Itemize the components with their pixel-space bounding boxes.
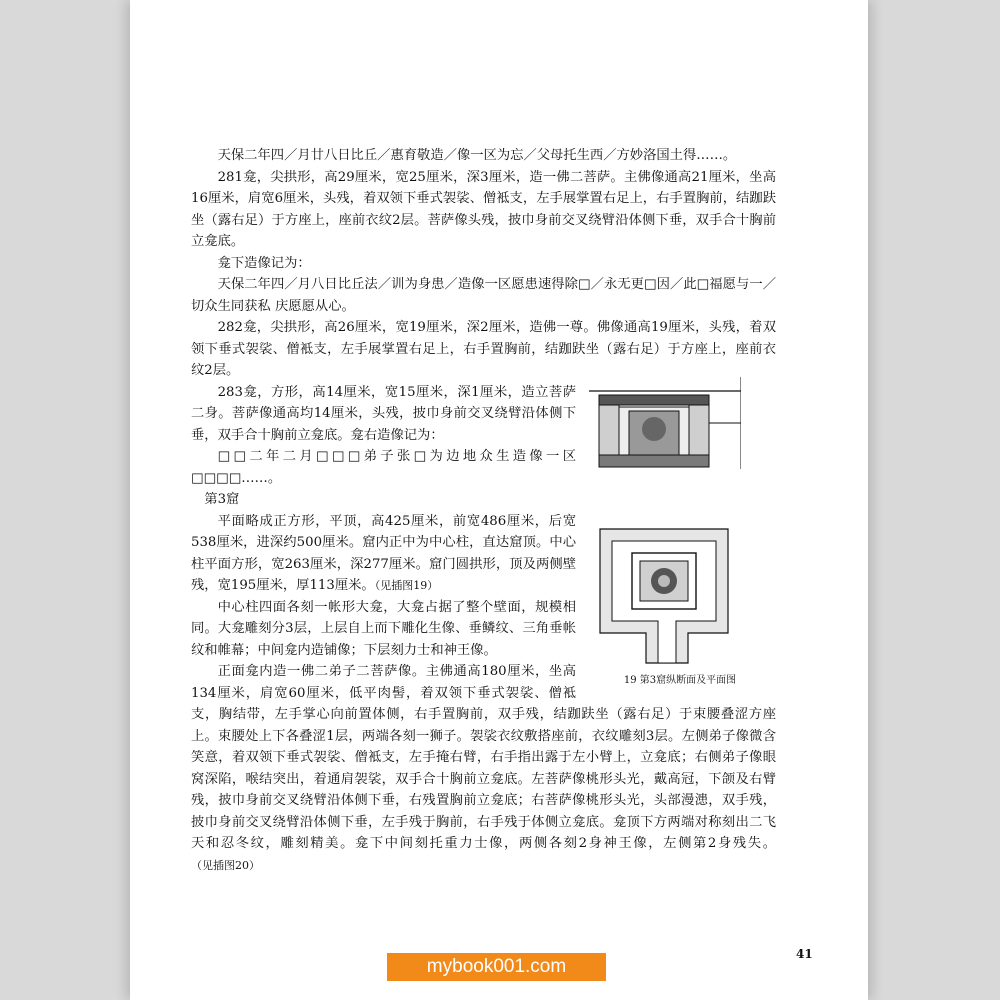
figure-plan-drawing	[588, 523, 740, 668]
figure-caption: 19 第3窟纵断面及平面图	[623, 675, 737, 686]
page-number: 41	[796, 947, 813, 961]
main-text	[191, 145, 776, 876]
paragraph-niche-281: 281龛，尖拱形，高29厘米，宽25厘米，深3厘米，造一佛二菩萨。主佛像通高21厘米，坐高16厘米，肩宽6厘米，头残，着双领下垂式袈裟、僧袛支，左手展掌置右足上，右手置胸前，结跏趺坐（露右足）于方座上，座前衣纹2层。菩萨像头残，披巾身前交叉绕臂沿体侧下垂，双手合十胸前立龛底。	[191, 169, 776, 249]
paragraph-niche-283: 283龛，方形，高14厘米，宽15厘米，深1厘米，造立菩萨二身。菩萨像通高均14厘米，头残，披巾身前交叉绕臂沿体侧下垂，双手合十胸前立龛底。龛右造像记为：	[191, 384, 576, 443]
figure-ref-20: （见插图20）	[191, 858, 260, 872]
figure-section-drawing	[589, 377, 741, 469]
paragraph-inscription-2: 天保二年四／月八日比丘法／训为身患／造像一区愿患速得除□／永无更□因／此□福愿与一／切众生同获私 庆愿愿从心。	[191, 277, 776, 314]
paragraph-inscription-label: 龛下造像记为：	[217, 255, 311, 271]
watermark-banner[interactable]: mybook001.com	[387, 953, 606, 981]
paragraph-front-niche: 正面龛内造一佛二弟子二菩萨像。主佛通高180厘米，坐高134厘米，肩宽60厘米，低平肉髻，着双领下垂式袈裟、僧袛支，胸结带，左手掌心向前置体侧，右手置胸前，双手残，结跏趺坐（露右足）于束腰叠涩方座上。束腰处上下各叠涩1层，两端各刻一狮子。袈裟衣纹敷搭座前，衣纹雕刻3层。左侧弟子像微含笑意，着双领下垂式袈裟、僧袛支，左手掩右臂，右手指出露于左小臂上，立龛底；右侧弟子像眼窝深陷，喉结突出，着通肩袈裟，双手合十胸前立龛底。左菩萨像桃形头光，戴高冠，下颌及右臂残，披巾身前交叉绕臂沿体侧下垂，右残置胸前立龛底；右菩萨像桃形头光，头部漫漶，双手残，披巾身前交叉绕臂沿体侧下垂，左手残于胸前，右手残于体侧立龛底。龛顶下方两端对称刻出二飞天和忍冬纹，雕刻精美。龛下中间刻托重力士像，两侧各刻2身神王像，左侧第2身残失。（见插图20）	[191, 664, 776, 872]
section-heading-cave-3: 第3窟	[204, 492, 240, 507]
paragraph-inscription-1: 天保二年四／月廿八日比丘／惠育敬造／像一区为忘／父母托生西／方妙洛国土得……。	[217, 148, 737, 163]
figure-ref-19: （见插图19）	[374, 579, 439, 592]
paragraph-central-pillar: 中心柱四面各刻一帐形大龛，大龛占据了整个壁面，规模相同。大龛雕刻分3层，上层自上而下雕化生像、垂鳞纹、三角垂帐纹和帷幕；中间龛内造铺像；下层刻力士和神王像。	[191, 599, 576, 658]
paragraph-cave-plan: 平面略成正方形，平顶，高425厘米，前宽486厘米，后宽538厘米，进深约500厘米。窟内正中为中心柱，直达窟顶。中心柱平面方形，宽263厘米，深277厘米。窟门圆拱形，顶及两侧壁残，宽195厘米，厚113厘米。（见插图19）	[191, 513, 576, 593]
paragraph-niche-282: 282龛，尖拱形，高26厘米，宽19厘米，深2厘米，造佛一尊。佛像通高19厘米，头残，着双领下垂式袈裟、僧袛支，左手展掌置右足上，右手置胸前，结跏趺坐（露右足）于方座上，座前衣纹2层。	[191, 320, 776, 378]
paragraph-inscription-3: □□二年二月□□□弟子张□为边地众生造像一区□□□□……。	[191, 449, 576, 486]
